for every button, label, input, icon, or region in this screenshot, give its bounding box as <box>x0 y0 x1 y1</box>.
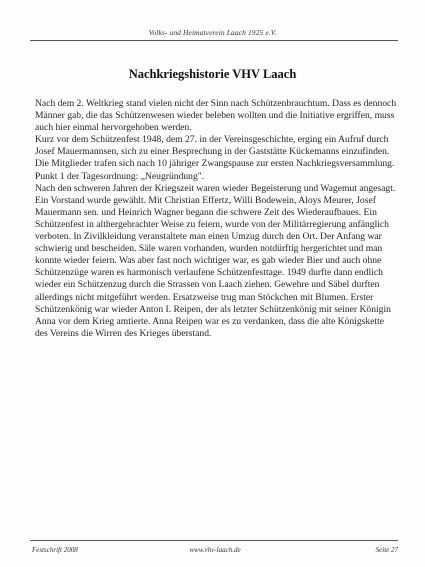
paragraph: Nach dem 2. Weltkrieg stand vielen nicht der Sinn nach Schützenbrauchtum. Dass es dennoch Männer gab, die das Schützenwesen wieder beleben wollten und die Initiative ergriffen, muss auch hier einmal hervorgehoben werden. <box>35 98 397 134</box>
article-body <box>35 98 397 340</box>
footer-divider <box>30 540 398 541</box>
paragraph: Die Mitglieder trafen sich nach 10 jähriger Zwangspause zur ersten Nachkriegsversammlung. Punkt 1 der Tagesordnung: „Neugründung". <box>35 158 395 182</box>
footer-publication: Festschrift 2008 <box>32 546 78 554</box>
paragraph: Kurz vor dem Schützenfest 1948, dem 27. in der Vereinsgeschichte, erging ein Aufruf durch Josef Mauermannsen, sich zu einer Besprechung in der Gaststätte Kückemanns einzufinden. <box>35 134 390 158</box>
footer-website-link[interactable]: www.vhv-laach.de <box>189 546 241 554</box>
header-divider <box>30 40 398 41</box>
page-number: Seite 27 <box>375 546 398 554</box>
running-header: Volks- und Heimatverein Laach 1925 e.V. <box>148 28 277 37</box>
paragraph: Nach den schweren Jahren der Kriegszeit waren wieder Begeisterung und Wagemut angesagt. Ein Vorstand wurde gewählt. Mit Christian Effertz, Willi Bodewein, Aloys Meurer, Josef Mauermann sen. und Heinrich Wagner begann die schwere Zeit des Wiederaufbaues. Ein Schützenfest in althergebrachter Weise zu feiern, wurde von der Militärregierung anfänglich verboten. In Zivilkleidung veranstaltete man einen Umzug durch den Ort. Der Anfang war schwierig und bescheiden. Säle waren vorhanden, wurden notdürftig hergerichtet und man konnte wieder feiern. Was aber fast noch wichtiger war, es gab wieder Bier und auch ohne Schützenzüge waren es harmonisch verlaufene Schützenfesttage. 1949 durfte dann endlich wieder ein Schützenzug durch die Strassen von Laach ziehen. Gewehre und Säbel durften allerdings nicht mitgeführt werden. Ersatzweise trug man Stöckchen mit Blumen. Erster Schützenkönig war wieder Anton I. Reipen, der als letzter Schützenkönig mit seiner Königin Anna vor dem Krieg amtierte. Anna Reipen war es zu verdanken, dass die alte Königskette des Vereins die Wirren des Krieges überstand. <box>35 182 396 339</box>
page-title: Nachkriegshistorie VHV Laach <box>128 67 297 81</box>
